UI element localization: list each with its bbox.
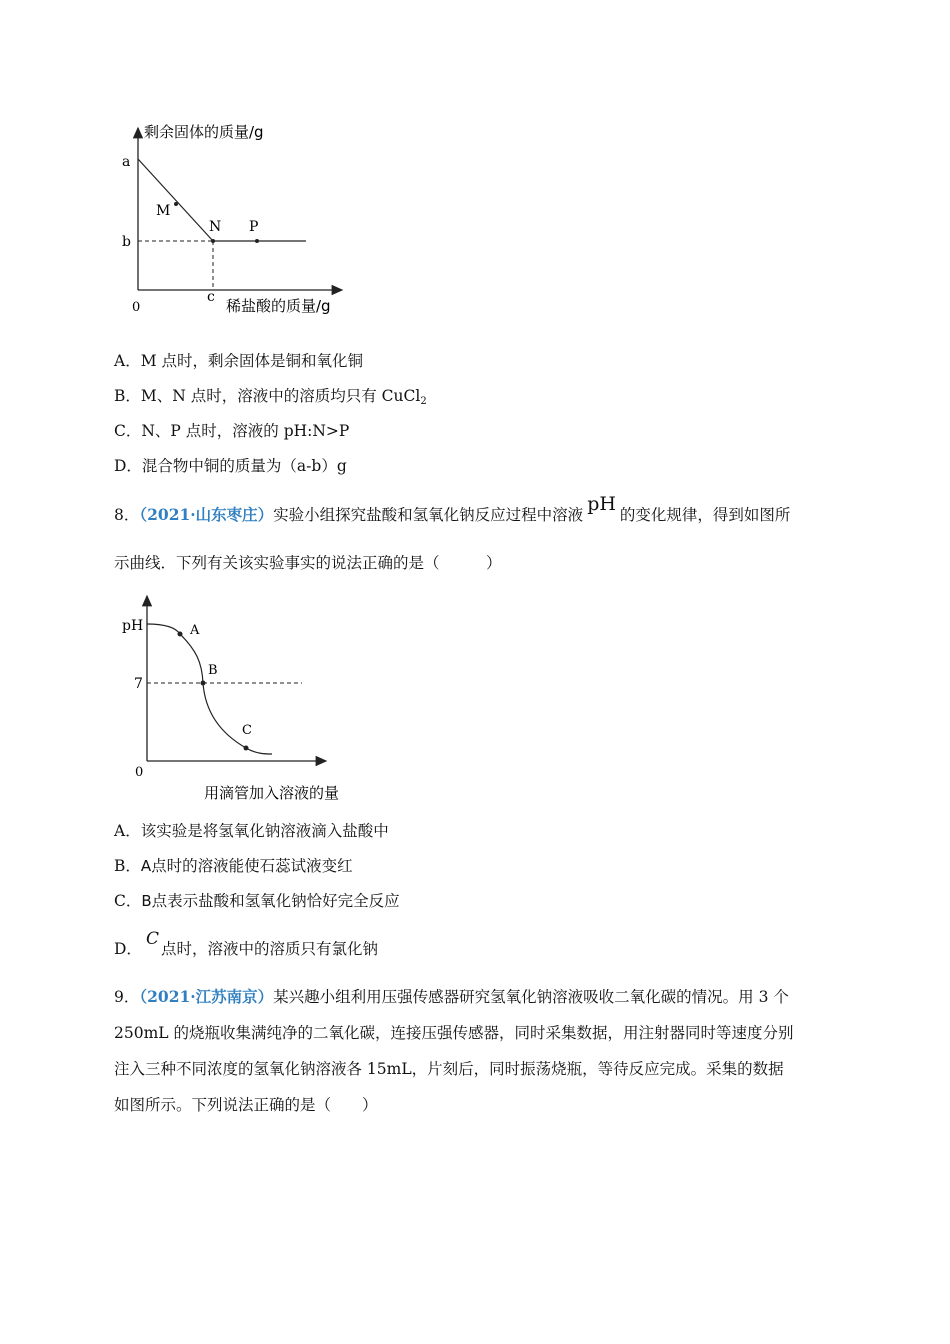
q9-source: （2021·江苏南京） bbox=[139, 987, 274, 1006]
q8-option-b-letter: A bbox=[140, 857, 152, 875]
q8-option-c-text: 点表示盐酸和氢氧化钠恰好完全反应 bbox=[151, 892, 400, 910]
q8-option-d-letter: C bbox=[145, 929, 159, 949]
q9-text-1: 某兴趣小组利用压强传感器研究氢氧化钠溶液吸收二氧化碳的情况。用 3 个 bbox=[273, 988, 789, 1006]
q8-option-b bbox=[114, 855, 353, 877]
q8-source: （2021·山东枣庄） bbox=[139, 505, 274, 524]
y-axis-label: pH bbox=[122, 618, 144, 634]
q8-stem-line1 bbox=[114, 493, 791, 526]
q8-option-d-text: 点时，溶液中的溶质只有氯化钠 bbox=[160, 940, 378, 958]
q7-option-a: A．M 点时，剩余固体是铜和氧化铜 bbox=[114, 352, 363, 370]
point-b bbox=[201, 681, 206, 686]
q8-text-before: 实验小组探究盐酸和氢氧化钠反应过程中溶液 bbox=[273, 506, 584, 524]
label-b: B bbox=[208, 663, 218, 678]
ph-curve bbox=[147, 624, 272, 754]
q8-ph-symbol: pH bbox=[587, 493, 616, 515]
point-m bbox=[174, 202, 178, 206]
x-axis-label: 用滴管加入溶液的量 bbox=[204, 784, 340, 802]
q7-option-b-text: B．M、N 点时，溶液中的溶质均只有 CuCl bbox=[114, 387, 421, 405]
tick-7: 7 bbox=[134, 676, 143, 692]
point-c bbox=[244, 746, 249, 751]
label-n: N bbox=[209, 219, 222, 235]
q8-option-d-prefix: D． bbox=[114, 940, 142, 958]
q8-option-c-letter: B bbox=[141, 892, 152, 910]
q7-option-b bbox=[114, 385, 427, 413]
origin-label: 0 bbox=[132, 300, 141, 315]
q8-option-b-text: 点时的溶液能使石蕊试液变红 bbox=[151, 857, 353, 875]
q8-number: 8． bbox=[114, 506, 140, 524]
x-axis-label: 稀盐酸的质量/g bbox=[226, 297, 331, 315]
q7-option-c: C．N、P 点时，溶液的 pH:N>P bbox=[114, 422, 350, 440]
origin-label: 0 bbox=[135, 765, 144, 780]
q9-stem-line1 bbox=[114, 986, 789, 1008]
tick-c: c bbox=[207, 289, 215, 305]
chart-solid-mass bbox=[110, 118, 360, 323]
label-p: P bbox=[249, 219, 259, 235]
point-n bbox=[211, 239, 215, 243]
label-c: C bbox=[242, 723, 252, 738]
tick-a: a bbox=[122, 154, 131, 170]
q9-stem-line2: 250mL 的烧瓶收集满纯净的二氧化碳，连接压强传感器，同时采集数据，用注射器同时等速度分别 bbox=[114, 1024, 794, 1042]
label-m: M bbox=[156, 203, 171, 219]
q7-option-b-subscript: 2 bbox=[420, 396, 427, 407]
q9-number: 9． bbox=[114, 988, 140, 1006]
y-axis-label: 剩余固体的质量/g bbox=[144, 123, 264, 141]
chart-ph-curve bbox=[118, 590, 368, 808]
label-a: A bbox=[190, 623, 200, 638]
q8-stem-line2: 示曲线．下列有关该实验事实的说法正确的是（ ） bbox=[114, 554, 502, 572]
q8-text-after: 的变化规律，得到如图所 bbox=[619, 506, 791, 524]
decline-line bbox=[138, 159, 213, 241]
point-p bbox=[255, 239, 259, 243]
q8-option-d bbox=[114, 929, 378, 960]
q9-stem-line4: 如图所示。下列说法正确的是（ ） bbox=[114, 1096, 378, 1114]
q8-option-c bbox=[114, 890, 400, 912]
tick-b: b bbox=[122, 234, 131, 250]
q8-option-b-prefix: B． bbox=[114, 857, 141, 875]
q9-stem-line3: 注入三种不同浓度的氢氧化钠溶液各 15mL，片刻后，同时振荡烧瓶，等待反应完成。采集的数据 bbox=[114, 1060, 784, 1078]
point-a bbox=[178, 632, 183, 637]
q8-option-c-prefix: C． bbox=[114, 892, 142, 910]
q7-option-d: D．混合物中铜的质量为（a-b）g bbox=[114, 457, 347, 475]
q8-option-a: A．该实验是将氢氧化钠溶液滴入盐酸中 bbox=[114, 822, 389, 840]
